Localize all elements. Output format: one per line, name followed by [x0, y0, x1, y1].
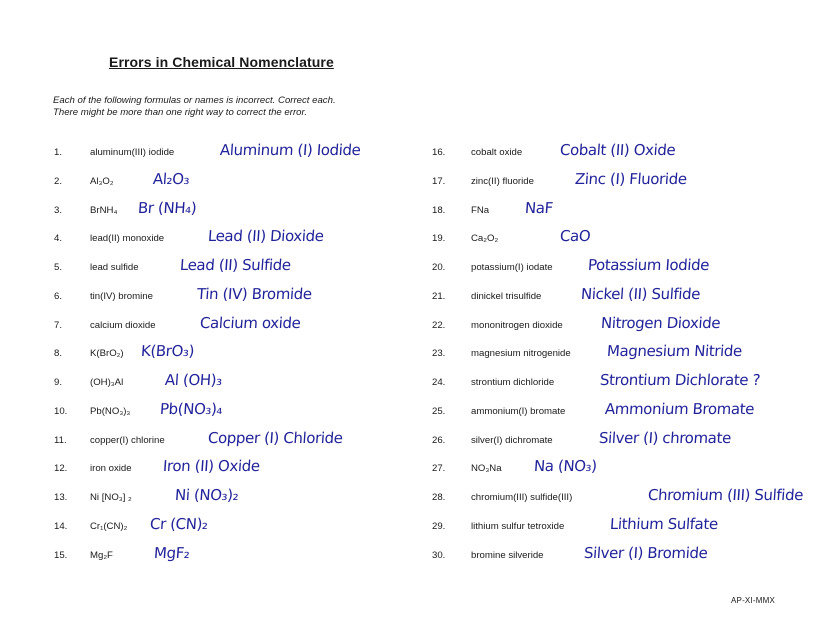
item-number: 7.: [54, 319, 63, 331]
item-prompt: iron oxide: [90, 463, 132, 475]
item-prompt: Cr₁(CN)₂: [90, 520, 128, 532]
handwritten-answer: Pb(NO₃)₄: [159, 399, 223, 418]
item-prompt: dinickel trisulfide: [471, 290, 542, 302]
item-number: 17.: [432, 175, 446, 187]
item-number: 24.: [432, 377, 446, 388]
handwritten-answer: Cobalt (II) Oxide: [559, 141, 676, 159]
handwritten-answer: K(BrO₃): [140, 342, 195, 361]
handwritten-answer: Iron (II) Oxide: [162, 457, 261, 476]
item-prompt: lithium sulfur tetroxide: [471, 520, 565, 532]
handwritten-answer: Ni (NO₃)₂: [174, 486, 239, 504]
item-number: 18.: [432, 204, 446, 216]
item-prompt: bromine silveride: [471, 549, 544, 561]
item-number: 4.: [54, 233, 63, 245]
handwritten-answer: Potassium Iodide: [587, 256, 710, 274]
item-number: 30.: [432, 549, 446, 561]
handwritten-answer: Aluminum (I) Iodide: [219, 141, 362, 159]
item-number: 2.: [54, 175, 63, 187]
item-number: 8.: [54, 348, 63, 360]
item-prompt: Ca₂O₂: [471, 233, 499, 245]
handwritten-answer: Nickel (II) Sulfide: [580, 284, 701, 303]
item-number: 29.: [432, 520, 446, 532]
item-number: 5.: [54, 262, 63, 273]
item-number: 21.: [432, 290, 446, 302]
item-number: 16.: [432, 147, 446, 158]
handwritten-answer: Zinc (I) Fluoride: [574, 169, 688, 188]
item-prompt: mononitrogen dioxide: [471, 319, 563, 331]
item-number: 19.: [432, 233, 446, 245]
handwritten-answer: CaO: [559, 227, 591, 246]
item-prompt: BrNH₄: [90, 204, 118, 216]
item-number: 20.: [432, 262, 446, 273]
handwritten-answer: Br (NH₄): [137, 198, 197, 217]
handwritten-answer: Magnesium Nitride: [606, 342, 743, 361]
item-number: 27.: [432, 463, 446, 475]
handwritten-answer: Strontium Dichlorate ?: [599, 371, 761, 389]
handwritten-answer: Lead (II) Dioxide: [207, 227, 325, 246]
instructions: [53, 95, 336, 119]
item-prompt: lead sulfide: [90, 262, 139, 273]
handwritten-answer: Silver (I) Bromide: [583, 543, 709, 562]
handwritten-answer: Na (NO₃): [533, 457, 598, 476]
item-prompt: zinc(II) fluoride: [471, 175, 534, 187]
item-prompt: strontium dichloride: [471, 377, 555, 388]
item-number: 9.: [54, 377, 63, 388]
item-prompt: aluminum(III) iodide: [90, 147, 175, 158]
item-number: 6.: [54, 290, 63, 302]
item-number: 25.: [432, 405, 446, 417]
item-number: 15.: [54, 549, 68, 561]
item-number: 3.: [54, 204, 63, 216]
item-number: 23.: [432, 348, 446, 360]
item-number: 12.: [54, 463, 68, 475]
handwritten-answer: Silver (I) chromate: [598, 428, 732, 447]
handwritten-answer: Lithium Sulfate: [609, 514, 719, 533]
handwritten-answer: Al (OH)₃: [164, 371, 223, 389]
item-prompt: K(BrO₂): [90, 348, 124, 360]
footer-code: AP-XI-MMX: [731, 596, 776, 605]
handwritten-answer: Chromium (III) Sulfide: [647, 486, 804, 504]
item-number: 10.: [54, 405, 68, 417]
handwritten-answer: Copper (I) Chloride: [207, 428, 344, 447]
handwritten-answer: Nitrogen Dioxide: [600, 313, 721, 332]
item-number: 14.: [54, 520, 68, 532]
item-prompt: silver(I) dichromate: [471, 434, 553, 446]
handwritten-answer: NaF: [524, 198, 554, 217]
item-number: 26.: [432, 434, 446, 446]
item-number: 11.: [54, 434, 67, 446]
item-prompt: magnesium nitrogenide: [471, 348, 571, 360]
item-prompt: potassium(I) iodate: [471, 262, 553, 273]
item-prompt: Ni [NO₃] ₂: [90, 492, 132, 503]
item-number: 13.: [54, 492, 68, 503]
item-number: 28.: [432, 492, 446, 503]
item-prompt: ammonium(I) bromate: [471, 405, 566, 417]
handwritten-answer: Al₂O₃: [152, 169, 190, 188]
handwritten-answer: Lead (II) Sulfide: [179, 256, 292, 274]
item-number: 22.: [432, 319, 446, 331]
instructions-line-1: Each of the following formulas or names is incorrect. Correct each.: [53, 95, 336, 106]
item-prompt: chromium(III) sulfide(III): [471, 492, 573, 503]
item-prompt: lead(II) monoxide: [90, 233, 165, 245]
item-prompt: tin(IV) bromine: [90, 290, 153, 302]
item-number: 1.: [54, 147, 63, 158]
page-title: Errors in Chemical Nomenclature: [109, 54, 334, 70]
item-prompt: cobalt oxide: [471, 147, 523, 158]
handwritten-answer: Cr (CN)₂: [149, 514, 209, 533]
handwritten-answer: Tin (IV) Bromide: [196, 284, 313, 303]
item-prompt: calcium dioxide: [90, 319, 156, 331]
instructions-line-2: There might be more than one right way to correct the error.: [53, 107, 307, 118]
item-prompt: Al₃O₂: [90, 175, 114, 187]
handwritten-answer: Ammonium Bromate: [604, 399, 755, 418]
item-prompt: (OH)₃Al: [90, 377, 124, 388]
item-prompt: Mg₂F: [90, 549, 113, 561]
handwritten-answer: MgF₂: [153, 543, 191, 562]
item-prompt: Pb(NO₃)₃: [90, 405, 131, 417]
item-prompt: FNa: [471, 204, 490, 216]
item-prompt: NO₃Na: [471, 463, 502, 475]
item-prompt: copper(I) chlorine: [90, 434, 165, 446]
handwritten-answer: Calcium oxide: [199, 313, 302, 332]
